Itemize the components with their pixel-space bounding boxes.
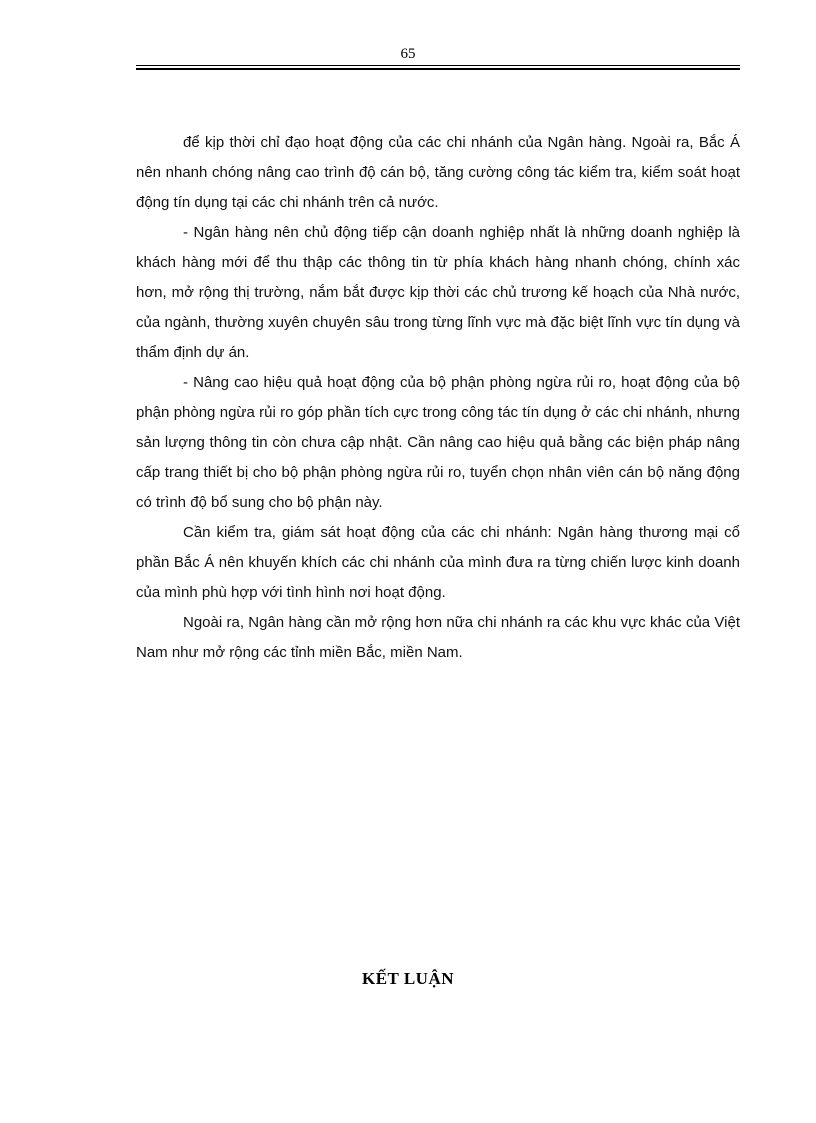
paragraph-1: để kịp thời chỉ đạo hoạt động của các chi nhánh của Ngân hàng. Ngoài ra, Bắc Á nên nhanh chóng nâng cao trình độ cán bộ, tăng cường công tác kiểm tra, kiểm soát hoạt động tín dụng tại các chi nhánh trên cả nước. bbox=[136, 134, 740, 211]
header-rule-thin bbox=[136, 65, 740, 66]
paragraph-3: - Nâng cao hiệu quả hoạt động của bộ phận phòng ngừa rủi ro, hoạt động của bộ phận phòng ngừa rủi ro góp phần tích cực trong công tác tín dụng ở các chi nhánh, nhưng sản lượng thông tin còn chưa cập nhật. Cần nâng cao hiệu quả bằng các biện pháp nâng cấp trang thiết bị cho bộ phận phòng ngừa rủi ro, tuyển chọn nhân viên cán bộ năng động có trình độ bổ sung cho bộ phận này. bbox=[136, 374, 740, 511]
header-rule-thick bbox=[136, 68, 740, 70]
conclusion-title: KẾT LUẬN bbox=[361, 969, 454, 988]
paragraph-4: Cần kiểm tra, giám sát hoạt động của các chi nhánh: Ngân hàng thương mại cổ phần Bắc Á nên khuyến khích các chi nhánh của mình đưa ra từng chiến lược kinh doanh của mình phù hợp với tình hình nơi hoạt động. bbox=[136, 524, 740, 601]
body-text bbox=[136, 128, 740, 668]
page-number: 65 bbox=[400, 46, 416, 62]
paragraph-5: Ngoài ra, Ngân hàng cần mở rộng hơn nữa chi nhánh ra các khu vực khác của Việt Nam như mở rộng các tỉnh miền Bắc, miền Nam. bbox=[136, 614, 740, 661]
paragraph-2: - Ngân hàng nên chủ động tiếp cận doanh nghiệp nhất là những doanh nghiệp là khách hàng mới để thu thập các thông tin từ phía khách hàng nhanh chóng, chính xác hơn, mở rộng thị trường, nắm bắt được kịp thời các chủ trương kế hoạch của Nhà nước, của ngành, thường xuyên chuyên sâu trong từng lĩnh vực mà đặc biệt lĩnh vực tín dụng và thẩm định dự án. bbox=[136, 224, 740, 361]
